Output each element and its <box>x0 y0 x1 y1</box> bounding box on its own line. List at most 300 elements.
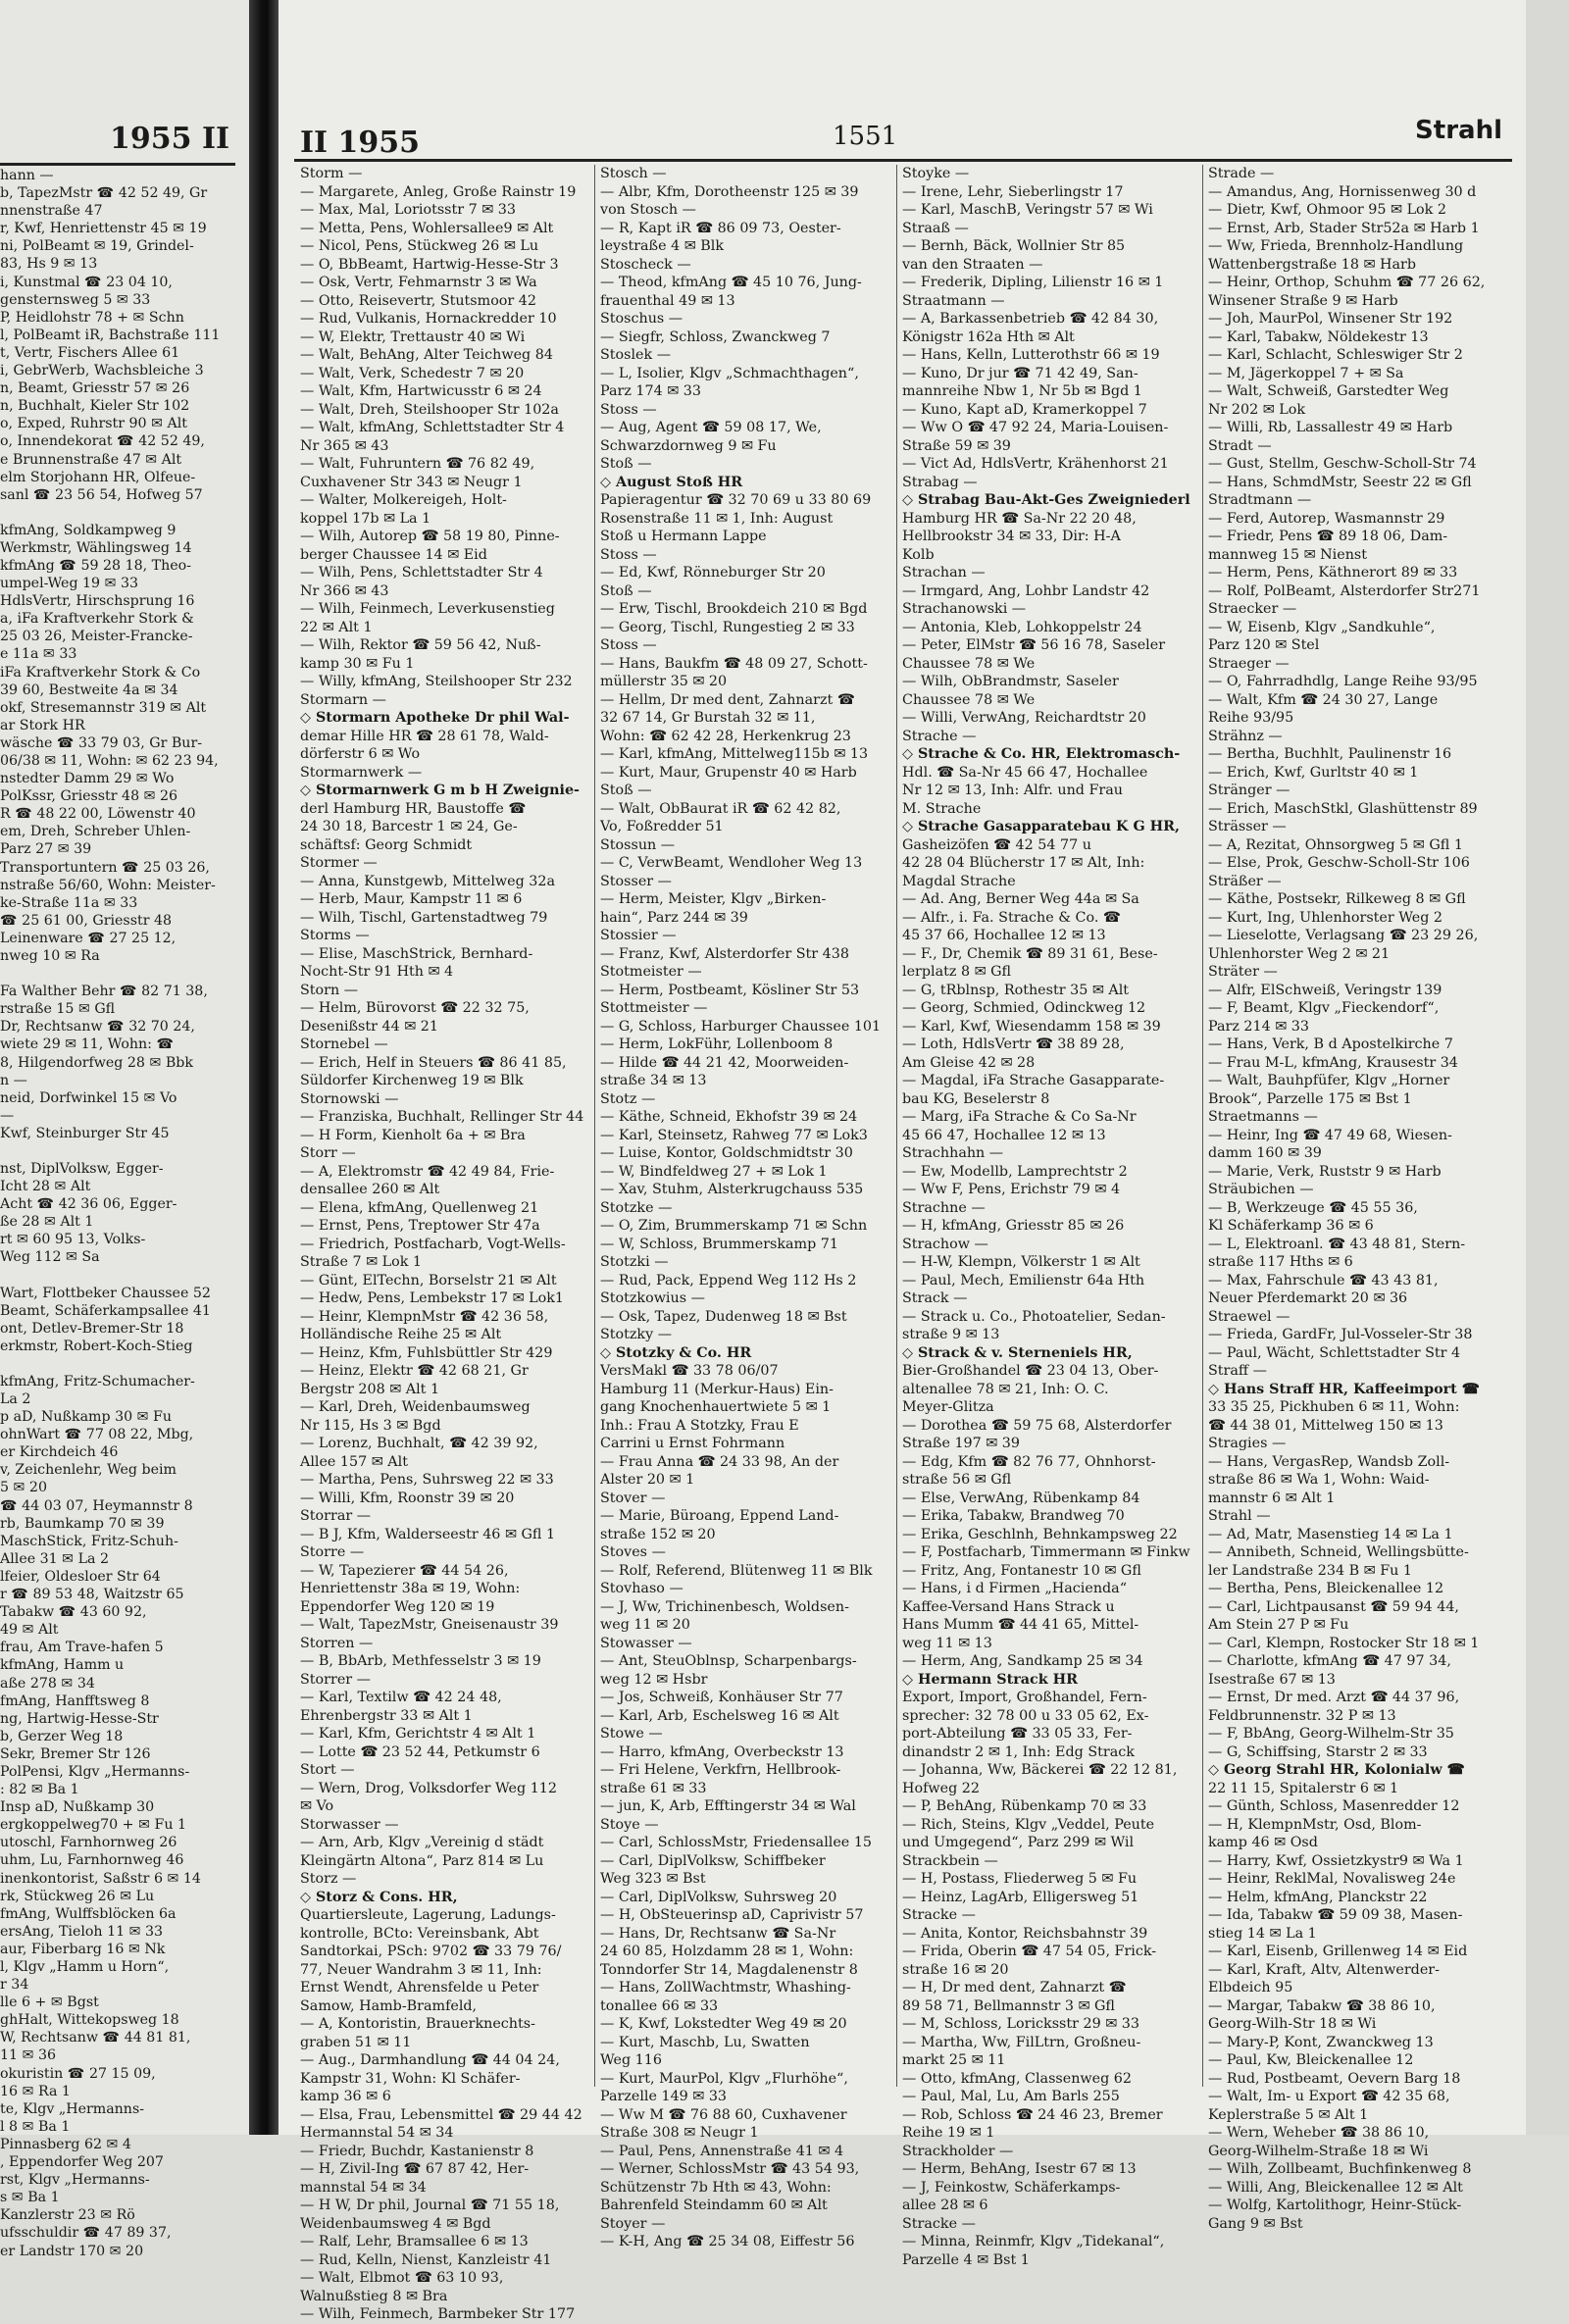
directory-entry: — Frieda, GardFr, Jul-Vosseler-Str 38 <box>1208 1327 1473 1342</box>
directory-entry: — Walt, Bauhpfüfer, Klgv „Horner <box>1208 1073 1450 1088</box>
surname-heading: Strähnz — <box>1208 728 1283 744</box>
directory-entry: — Herb, Maur, Kampstr 11 ✉ 6 <box>300 891 523 907</box>
surname-heading: Strachow — <box>902 1236 988 1252</box>
directory-line: 8, Hilgendorfweg 28 ✉ Bbk <box>0 1054 193 1071</box>
directory-entry: Hamburg 11 (Merkur-Haus) Ein- <box>600 1381 834 1397</box>
directory-entry: — Charlotte, kfmAng ☎ 47 97 34, <box>1208 1653 1451 1669</box>
directory-entry: — Walt, kfmAng, Schlettstadter Str 4 <box>300 420 565 435</box>
directory-line: Allee 31 ✉ La 2 <box>0 1550 109 1567</box>
directory-entry: — Wilh, Tischl, Gartenstadtweg 79 <box>300 909 548 926</box>
directory-line: Kwf, Steinburger Str 45 <box>0 1125 170 1141</box>
directory-entry: — G, tRblnsp, Rothestr 35 ✉ Alt <box>902 982 1130 998</box>
surname-heading: Strachne — <box>902 1199 986 1216</box>
directory-entry: — Erich, Helf in Steuers ☎ 86 41 85, <box>300 1054 567 1071</box>
directory-entry: Ernst Wendt, Ahrensfelde u Peter <box>300 1980 539 1996</box>
directory-entry: — Franziska, Buchhalt, Rellinger Str 44 <box>300 1109 584 1125</box>
directory-entry: Georg-Wilhelm-Straße 18 ✉ Wi <box>1208 2143 1429 2159</box>
directory-entry: mannstr 6 ✉ Alt 1 <box>1208 1490 1336 1506</box>
directory-line: ße 28 ✉ Alt 1 <box>0 1214 94 1231</box>
directory-entry: sprecher: 32 78 00 u 33 05 62, Ex- <box>902 1707 1149 1724</box>
directory-entry: straße 56 ✉ Gfl <box>902 1472 1012 1488</box>
directory-entry: — Johanna, Ww, Bäckerei ☎ 22 12 81, <box>902 1762 1178 1778</box>
directory-entry: — Harro, kfmAng, Overbeckstr 13 <box>600 1743 844 1760</box>
surname-heading: Stränger — <box>1208 783 1291 798</box>
directory-line: ersAng, Tieloh 11 ✉ 33 <box>0 1923 164 1940</box>
directory-entry: — Hans, VergasRep, Wandsb Zoll- <box>1208 1453 1450 1470</box>
directory-line <box>0 504 245 522</box>
directory-entry: — B, BbArb, Methfesselstr 3 ✉ 19 <box>300 1653 541 1669</box>
directory-entry: — A, Kontoristin, Brauerknechts- <box>300 2016 535 2032</box>
directory-entry: ☎ 44 38 01, Mittelweg 150 ✉ 13 <box>1208 1417 1443 1434</box>
directory-line: ergkoppelweg70 + ✉ Fu 1 <box>0 1817 186 1834</box>
surname-heading: Storrar — <box>300 1508 372 1524</box>
directory-entry: Eppendorfer Weg 120 ✉ 19 <box>300 1598 495 1615</box>
surname-heading: Storwasser — <box>300 1816 399 1833</box>
directory-entry: — Paul, Pens, Annenstraße 41 ✉ 4 <box>600 2143 844 2159</box>
directory-entry: — Strack u. Co., Photoatelier, Sedan- <box>902 1308 1166 1325</box>
directory-entry: — Karl, Kfm, Gerichtstr 4 ✉ Alt 1 <box>300 1726 536 1742</box>
directory-line: nstedter Damm 29 ✉ Wo <box>0 771 175 787</box>
directory-entry: Nocht-Str 91 Hth ✉ 4 <box>300 964 454 980</box>
directory-line: Icht 28 ✉ Alt <box>0 1179 91 1195</box>
directory-entry: — Theod, kfmAng ☎ 45 10 76, Jung- <box>600 275 862 290</box>
surname-heading: Stowe — <box>600 1726 663 1742</box>
directory-entry: — H, Zivil-Ing ☎ 67 87 42, Her- <box>300 2161 530 2177</box>
surname-heading: Strache — <box>902 728 977 744</box>
directory-line: r ☎ 89 53 48, Waitzstr 65 <box>0 1587 184 1603</box>
directory-line: wiete 29 ✉ 11, Wohn: ☎ <box>0 1036 175 1053</box>
surname-heading: Stoss — <box>600 637 657 653</box>
directory-entry: Gang 9 ✉ Bst <box>1208 2215 1303 2232</box>
directory-entry: — Xav, Stuhm, Alsterkrugchauss 535 <box>600 1182 864 1197</box>
directory-entry: — Walt, Kfm, Hartwicusstr 6 ✉ 24 <box>300 383 542 399</box>
directory-entry: müllerstr 35 ✉ 20 <box>600 674 728 689</box>
directory-entry: weg 11 ✉ 13 <box>902 1635 992 1651</box>
header-running-head: Strahl <box>1415 116 1502 145</box>
directory-entry: — J, Feinkostw, Schäferkamps- <box>902 2179 1121 2196</box>
directory-line: ghHalt, Wittekopsweg 18 <box>0 2012 179 2029</box>
directory-line: n, Buchhalt, Kieler Str 102 <box>0 398 190 415</box>
directory-entry: Kl Schäferkamp 36 ✉ 6 <box>1208 1218 1374 1234</box>
directory-entry: — Carl, SchlossMstr, Friedensallee 15 <box>600 1835 873 1850</box>
directory-line: e Brunnenstraße 47 ✉ Alt <box>0 451 182 468</box>
surname-heading: Stottmeister — <box>600 1000 708 1016</box>
directory-line: rb, Baumkamp 70 ✉ 39 <box>0 1515 165 1532</box>
directory-line: — <box>0 1107 15 1124</box>
surname-heading: Strabag — <box>902 474 978 490</box>
directory-entry: M. Strache <box>902 800 982 817</box>
surname-heading: Straewel — <box>1208 1308 1291 1325</box>
directory-line: Acht ☎ 42 36 06, Egger- <box>0 1196 177 1213</box>
surname-heading: Stormer — <box>300 855 378 871</box>
directory-entry: — Paul, Wächt, Schlettstadter Str 4 <box>1208 1344 1461 1361</box>
directory-line: aße 278 ✉ 34 <box>0 1675 95 1692</box>
directory-entry: — Kurt, Ing, Uhlenhorster Weg 2 <box>1208 909 1443 926</box>
surname-heading: Straaß — <box>902 220 969 236</box>
directory-line: o, Innendekorat ☎ 42 52 49, <box>0 433 205 450</box>
directory-column-3 <box>896 165 1196 2268</box>
surname-heading: Strachanowski — <box>902 601 1027 617</box>
directory-entry: — Wern, Weheber ☎ 38 86 10, <box>1208 2125 1430 2141</box>
directory-entry: — Günt, ElTechn, Borselstr 21 ✉ Alt <box>300 1272 557 1288</box>
directory-entry: — Bertha, Pens, Bleickenallee 12 <box>1208 1581 1444 1596</box>
directory-line: ohnWart ☎ 77 08 22, Mbg, <box>0 1427 194 1443</box>
directory-entry: — Wilh, Zollbeamt, Buchfinkenweg 8 <box>1208 2161 1472 2177</box>
directory-entry: Bahrenfeld Steindamm 60 ✉ Alt <box>600 2198 828 2213</box>
directory-entry: — Alfr, ElSchweiß, Veringstr 139 <box>1208 982 1442 998</box>
surname-heading: Stotzke — <box>600 1199 673 1216</box>
column-entries <box>600 165 881 2251</box>
directory-entry: — Willi, VerwAng, Reichardtstr 20 <box>902 710 1146 726</box>
directory-entry: — Rich, Steins, Klgv „Veddel, Peute <box>902 1816 1155 1833</box>
directory-line: em, Dreh, Schreber Uhlen- <box>0 824 191 840</box>
directory-entry: port-Abteilung ☎ 33 05 33, Fer- <box>902 1726 1133 1742</box>
firm-entry: ◇ Stotzky & Co. HR <box>600 1344 752 1361</box>
directory-entry: — Mary-P, Kont, Zwanckweg 13 <box>1208 2034 1434 2050</box>
directory-line: utoschl, Farnhornweg 26 <box>0 1835 177 1851</box>
directory-line: kfmAng, Soldkampweg 9 <box>0 522 177 538</box>
directory-line: aur, Fiberbarg 16 ✉ Nk <box>0 1941 166 1957</box>
surname-heading: Strackholder — <box>902 2143 1014 2159</box>
directory-entry: — Willy, kfmAng, Steilshooper Str 232 <box>300 674 573 689</box>
right-page <box>278 0 1569 2322</box>
surname-heading: Stoyke — <box>902 166 970 181</box>
directory-entry: Tonndorfer Str 14, Magdalenenstr 8 <box>600 1961 858 1978</box>
directory-entry: — G, Schiffsing, Starstr 2 ✉ 33 <box>1208 1743 1428 1760</box>
column-divider <box>1202 165 1203 2087</box>
surname-heading: Stoß — <box>600 456 652 472</box>
directory-entry: — Margar, Tabakw ☎ 38 86 10, <box>1208 1997 1436 2014</box>
directory-entry: — Karl, Eisenb, Grillenweg 14 ✉ Eid <box>1208 1944 1468 1959</box>
directory-entry: Walnußstieg 8 ✉ Bra <box>300 2288 448 2304</box>
directory-entry: — Elsa, Frau, Lebensmittel ☎ 29 44 42 <box>300 2106 582 2123</box>
surname-heading: Stotzki — <box>600 1254 669 1270</box>
directory-line: fmAng, Hanfftsweg 8 <box>0 1692 150 1709</box>
directory-entry: Weg 116 <box>600 2052 662 2068</box>
directory-entry: Parz 174 ✉ 33 <box>600 383 701 399</box>
directory-entry: Carrini u Ernst Fohrmann <box>600 1436 785 1451</box>
directory-line: gensternsweg 5 ✉ 33 <box>0 291 151 308</box>
directory-entry: — H Form, Kienholt 6a + ✉ Bra <box>300 1127 526 1143</box>
directory-entry: — Hans, ZollWachtmstr, Whashing- <box>600 1980 851 1996</box>
surname-heading: Stotmeister — <box>600 964 702 980</box>
directory-entry: — Ww, Frieda, Brennholz-Handlung <box>1208 238 1464 254</box>
directory-line: rt ✉ 60 95 13, Volks- <box>0 1232 146 1248</box>
directory-entry: — Wilh, ObBrandmstr, Saseler <box>902 674 1119 689</box>
directory-entry: — H-W, Klempn, Völkerstr 1 ✉ Alt <box>902 1254 1140 1270</box>
directory-line: 16 ✉ Ra 1 <box>0 2083 71 2099</box>
directory-line: kfmAng, Fritz-Schumacher- <box>0 1373 195 1389</box>
directory-line: ke-Straße 11a ✉ 33 <box>0 894 138 911</box>
surname-heading: Stradt — <box>1208 437 1272 454</box>
directory-line: erkmstr, Robert-Koch-Stieg <box>0 1338 193 1354</box>
directory-entry: — Otto, Reisevertr, Stutsmoor 42 <box>300 292 536 309</box>
directory-entry: Inh.: Frau A Stotzky, Frau E <box>600 1417 799 1434</box>
directory-entry: — Rud, Vulkanis, Hornackredder 10 <box>300 311 557 327</box>
directory-entry: — Martha, Ww, FilLtrn, Großneu- <box>902 2034 1141 2050</box>
directory-entry: Uhlenhorster Weg 2 ✉ 21 <box>1208 945 1391 962</box>
directory-entry: weg 12 ✉ Hsbr <box>600 1671 708 1688</box>
directory-entry: — Martha, Pens, Suhrsweg 22 ✉ 33 <box>300 1472 554 1488</box>
directory-line: rk, Stückweg 26 ✉ Lu <box>0 1888 155 1904</box>
directory-entry: straße 9 ✉ 13 <box>902 1327 1000 1342</box>
directory-entry: — Erika, Tabakw, Brandweg 70 <box>902 1508 1125 1524</box>
directory-entry: Papieragentur ☎ 32 70 69 u 33 80 69 <box>600 492 872 508</box>
directory-entry: Kolb <box>902 546 935 563</box>
directory-entry: straße 86 ✉ Wa 1, Wohn: Waid- <box>1208 1472 1430 1488</box>
firm-entry: ◇ Strabag Bau-Akt-Ges Zweigniederl <box>902 492 1190 508</box>
directory-columns <box>278 165 1553 2322</box>
surname-heading: Storrer — <box>300 1671 371 1688</box>
firm-entry: ◇ Hermann Strack HR <box>902 1671 1078 1688</box>
directory-entry: — Walt, Elbmot ☎ 63 10 93, <box>300 2270 504 2286</box>
directory-entry: Nr 115, Hs 3 ✉ Bgd <box>300 1417 441 1434</box>
directory-line: R ☎ 48 22 00, Löwenstr 40 <box>0 806 196 823</box>
directory-line: p aD, Nußkamp 30 ✉ Fu <box>0 1409 173 1426</box>
directory-entry: Nr 365 ✉ 43 <box>300 437 389 454</box>
directory-entry: — Käthe, Postsekr, Rilkeweg 8 ✉ Gfl <box>1208 891 1466 907</box>
directory-entry: Cuxhavener Str 343 ✉ Neugr 1 <box>300 474 523 490</box>
directory-entry: — Alfr., i. Fa. Strache & Co. ☎ <box>902 909 1121 926</box>
directory-entry: — F, Beamt, Klgv „Fieckendorf“, <box>1208 1000 1440 1016</box>
directory-entry: — Frau Anna ☎ 24 33 98, An der <box>600 1453 839 1470</box>
directory-line: kfmAng ☎ 59 28 18, Theo- <box>0 557 191 574</box>
column-entries <box>1208 165 1485 2233</box>
book-gutter <box>249 0 278 2135</box>
surname-heading: Straetmanns — <box>1208 1109 1318 1125</box>
directory-entry: Kleingärtn Altona“, Parz 814 ✉ Lu <box>300 1852 544 1869</box>
directory-entry: — Ad. Ang, Berner Weg 44a ✉ Sa <box>902 891 1139 907</box>
directory-line: te, Klgv „Hermanns- <box>0 2100 145 2117</box>
directory-entry: — Friedrich, Postfacharb, Vogt-Wells- <box>300 1236 566 1252</box>
directory-line: Insp aD, Nußkamp 30 <box>0 1799 155 1816</box>
directory-entry: — H, Dr med dent, Zahnarzt ☎ <box>902 1980 1127 1996</box>
directory-line: rst, Klgv „Hermanns- <box>0 2172 150 2189</box>
directory-entry: Alster 20 ✉ 1 <box>600 1472 695 1488</box>
directory-line: kfmAng, Hamm u <box>0 1657 125 1674</box>
directory-entry: demar Hille HR ☎ 28 61 78, Wald- <box>300 728 549 744</box>
surname-heading: Stowasser — <box>600 1635 692 1651</box>
directory-line: P, Heidlohstr 78 + ✉ Schn <box>0 309 184 326</box>
directory-entry: Rosenstraße 11 ✉ 1, Inh: August <box>600 510 834 527</box>
directory-entry: Schwarzdornweg 9 ✉ Fu <box>600 437 777 454</box>
directory-entry: Samow, Hamb-Bramfeld, <box>300 1997 478 2014</box>
directory-entry: 33 35 25, Pickhuben 6 ✉ 11, Wohn: <box>1208 1399 1460 1415</box>
directory-line: s ✉ Ba 1 <box>0 2190 60 2206</box>
surname-heading: Stoß — <box>600 582 652 599</box>
surname-heading: Stosser — <box>600 873 672 889</box>
directory-entry: — Willi, Ang, Bleickenallee 12 ✉ Alt <box>1208 2179 1463 2196</box>
directory-entry: — Kurt, MaurPol, Klgv „Flurhöhe“, <box>600 2070 848 2087</box>
surname-heading: Strack — <box>902 1290 968 1306</box>
directory-entry: straße 34 ✉ 13 <box>600 1073 707 1088</box>
directory-entry: — Lieselotte, Verlagsang ☎ 23 29 26, <box>1208 928 1479 943</box>
directory-entry: gang Knochenhauertwiete 5 ✉ 1 <box>600 1399 832 1415</box>
directory-line: b, TapezMstr ☎ 42 52 49, Gr <box>0 185 208 202</box>
surname-heading: Straatmann — <box>902 292 1005 309</box>
directory-line: n — <box>0 1072 27 1088</box>
directory-entry: — Karl, Textilw ☎ 42 24 48, <box>300 1690 502 1705</box>
surname-heading: Strachhahn — <box>902 1145 1004 1161</box>
surname-heading: Storr — <box>300 1145 356 1161</box>
directory-entry: Parz 120 ✉ Stel <box>1208 637 1320 653</box>
directory-entry: — Lotte ☎ 23 52 44, Petkumstr 6 <box>300 1743 540 1760</box>
directory-entry: Hofweg 22 <box>902 1780 980 1796</box>
directory-line: inenkontorist, Saßstr 6 ✉ 14 <box>0 1870 201 1887</box>
directory-entry: straße 152 ✉ 20 <box>600 1526 716 1542</box>
directory-entry: Kampstr 31, Wohn: Kl Schäfer- <box>300 2070 521 2087</box>
directory-entry: — Kuno, Kapt aD, Kramerkoppel 7 <box>902 401 1147 418</box>
directory-entry: — W, Schloss, Brummerskamp 71 <box>600 1236 839 1252</box>
directory-entry: — Ernst, Dr med. Arzt ☎ 44 37 96, <box>1208 1690 1460 1705</box>
surname-heading: Stornowski — <box>300 1090 399 1107</box>
directory-entry: stieg 14 ✉ La 1 <box>1208 1925 1317 1942</box>
surname-heading: Strässer — <box>1208 819 1287 834</box>
directory-entry: 24 60 85, Holzdamm 28 ✉ 1, Wohn: <box>600 1944 854 1959</box>
directory-entry: Hdl. ☎ Sa-Nr 45 66 47, Hochallee <box>902 764 1148 781</box>
directory-entry: — Heinz, LagArb, Elligersweg 51 <box>902 1889 1139 1905</box>
directory-entry: — Dorothea ☎ 59 75 68, Alsterdorfer <box>902 1417 1172 1434</box>
directory-entry: Wattenbergstraße 18 ✉ Harb <box>1208 256 1416 273</box>
surname-heading: Stormarnwerk — <box>300 764 423 781</box>
directory-entry: — Irene, Lehr, Sieberlingstr 17 <box>902 183 1124 200</box>
surname-heading: Stoscheck — <box>600 256 691 273</box>
directory-entry: — Hans, Kelln, Lutterothstr 66 ✉ 19 <box>902 347 1160 363</box>
directory-entry: Bier-Großhandel ☎ 23 04 13, Ober- <box>902 1363 1159 1379</box>
directory-entry: — Else, Prok, Geschw-Scholl-Str 106 <box>1208 855 1470 871</box>
surname-heading: Stoss — <box>600 546 657 563</box>
directory-line: hann — <box>0 168 54 183</box>
directory-entry: Meyer-Glitza <box>902 1399 994 1415</box>
surname-heading: Strade — <box>1208 166 1275 181</box>
page-header <box>278 108 1526 165</box>
directory-entry: — W, Eisenb, Klgv „Sandkuhle“, <box>1208 619 1436 635</box>
directory-entry: — L, Elektroanl. ☎ 43 48 81, Stern- <box>1208 1236 1466 1252</box>
directory-entry: — Walt, Im- u Export ☎ 42 35 68, <box>1208 2089 1450 2104</box>
directory-entry: Kaffee-Versand Hans Strack u <box>902 1598 1115 1615</box>
directory-entry: — Marie, Büroang, Eppend Land- <box>600 1508 839 1524</box>
surname-heading: Stracke — <box>902 2215 976 2232</box>
directory-entry: Magdal Strache <box>902 873 1016 889</box>
directory-entry: Am Stein 27 P ✉ Fu <box>1208 1617 1349 1633</box>
directory-line: i, GebrWerb, Wachsbleiche 3 <box>0 363 204 379</box>
surname-heading: Storm — <box>300 166 363 181</box>
directory-entry: 24 30 18, Barcestr 1 ✉ 24, Ge- <box>300 819 518 834</box>
directory-line: uhm, Lu, Farnhornweg 46 <box>0 1852 184 1869</box>
directory-line: b, Gerzer Weg 18 <box>0 1728 124 1744</box>
directory-line: HdlsVertr, Hirschsprung 16 <box>0 593 195 610</box>
directory-entry: dinandstr 2 ✉ 1, Inh: Edg Strack <box>902 1743 1135 1760</box>
directory-entry: — Kuno, Dr jur ☎ 71 42 49, San- <box>902 365 1139 381</box>
surname-heading: Straecker — <box>1208 601 1297 617</box>
directory-entry: — Rob, Schloss ☎ 24 46 23, Bremer <box>902 2106 1163 2123</box>
firm-entry: ◇ Strack & v. Sterneniels HR, <box>902 1344 1133 1361</box>
surname-heading: Stort — <box>300 1762 355 1778</box>
directory-entry: — Gust, Stellm, Geschw-Scholl-Str 74 <box>1208 456 1477 472</box>
directory-entry: — Herm, BehAng, Isestr 67 ✉ 13 <box>902 2161 1137 2177</box>
directory-entry: Chaussee 78 ✉ We <box>902 655 1036 672</box>
directory-entry: — W, Tapezierer ☎ 44 54 26, <box>300 1562 509 1579</box>
directory-entry: frauenthal 49 ✉ 13 <box>600 292 735 309</box>
directory-entry: — Paul, Mech, Emilienstr 64a Hth <box>902 1272 1145 1288</box>
directory-entry: — Ralf, Lehr, Bramsallee 6 ✉ 13 <box>300 2234 529 2249</box>
directory-entry: — Georg, Schmied, Odinckweg 12 <box>902 1000 1146 1016</box>
directory-entry: — Herm, Meister, Klgv „Birken- <box>600 891 827 907</box>
directory-entry: Export, Import, Großhandel, Fern- <box>902 1690 1147 1705</box>
directory-entry: — Herm, LokFühr, Lollenboom 8 <box>600 1036 834 1052</box>
directory-line <box>0 1142 245 1160</box>
directory-entry: — Karl, MaschB, Veringstr 57 ✉ Wi <box>902 202 1153 218</box>
directory-entry: — Rud, Pack, Eppend Weg 112 Hs 2 <box>600 1272 857 1288</box>
directory-line: l 8 ✉ Ba 1 <box>0 2118 71 2135</box>
directory-entry: — Karl, Tabakw, Nöldekestr 13 <box>1208 328 1429 345</box>
surname-heading: Storms — <box>300 928 370 943</box>
directory-entry: — Lorenz, Buchhalt, ☎ 42 39 92, <box>300 1436 538 1451</box>
directory-entry: Stoß u Hermann Lappe <box>600 529 767 544</box>
directory-entry: kamp 46 ✉ Osd <box>1208 1835 1318 1850</box>
directory-entry: — H, kfmAng, Griesstr 85 ✉ 26 <box>902 1218 1125 1234</box>
column-divider <box>594 165 595 2087</box>
directory-entry: — Wern, Drog, Volksdorfer Weg 112 <box>300 1780 557 1796</box>
directory-entry: berger Chaussee 14 ✉ Eid <box>300 546 487 563</box>
directory-line: l, PolBeamt iR, Bachstraße 111 <box>0 327 221 343</box>
directory-entry: koppel 17b ✉ La 1 <box>300 510 431 527</box>
directory-entry: weg 11 ✉ 20 <box>600 1617 690 1633</box>
directory-entry: — Georg, Tischl, Rungestieg 2 ✉ 33 <box>600 619 855 635</box>
surname-heading: Storren — <box>300 1635 374 1651</box>
directory-entry: — Erich, MaschStkl, Glashüttenstr 89 <box>1208 800 1478 817</box>
directory-line: er Kirchdeich 46 <box>0 1444 119 1461</box>
directory-line: nst, DiplVolksw, Egger- <box>0 1160 164 1177</box>
directory-entry: — L, Isolier, Klgv „Schmachthagen“, <box>600 365 859 381</box>
directory-entry: Neuer Pferdemarkt 20 ✉ 36 <box>1208 1290 1408 1306</box>
directory-entry: — Heinz, Elektr ☎ 42 68 21, Gr <box>300 1363 529 1379</box>
directory-line: elm Storjohann HR, Olfeue- <box>0 469 196 485</box>
directory-entry: — Hans, SchmdMstr, Seestr 22 ✉ Gfl <box>1208 474 1472 490</box>
directory-line: rstraße 15 ✉ Gfl <box>0 1001 116 1018</box>
directory-entry: Henriettenstr 38a ✉ 19, Wohn: <box>300 1581 521 1596</box>
directory-entry: — Wolfg, Kartolithogr, Heinr-Stück- <box>1208 2198 1462 2213</box>
directory-entry: dörferstr 6 ✉ Wo <box>300 746 421 762</box>
directory-entry: Holländische Reihe 25 ✉ Alt <box>300 1327 502 1342</box>
directory-line: n, Beamt, Griesstr 57 ✉ 26 <box>0 380 190 397</box>
directory-entry: — O, BbBeamt, Hartwig-Hesse-Str 3 <box>300 256 559 273</box>
directory-entry: — Wilh, Feinmech, Leverkusenstieg <box>300 601 555 617</box>
directory-entry: Brook“, Parzelle 175 ✉ Bst 1 <box>1208 1090 1412 1107</box>
directory-entry: — Ernst, Arb, Stader Str52a ✉ Harb 1 <box>1208 220 1480 236</box>
directory-entry: — Elena, kfmAng, Quellenweg 21 <box>300 1199 539 1216</box>
directory-entry: — Carl, DiplVolksw, Schiffbeker <box>600 1852 826 1869</box>
directory-line: nstraße 56/60, Wohn: Meister- <box>0 877 216 893</box>
directory-entry: 77, Neuer Wandrahm 3 ✉ 11, Inh: <box>300 1961 542 1978</box>
firm-entry: ◇ Storz & Cons. HR, <box>300 1889 458 1905</box>
directory-entry: — Loth, HdlsVertr ☎ 38 89 28, <box>902 1036 1125 1052</box>
directory-entry: Straße 59 ✉ 39 <box>902 437 1011 454</box>
directory-entry: — Frederik, Dipling, Lilienstr 16 ✉ 1 <box>902 275 1164 290</box>
directory-entry: — A, Elektromstr ☎ 42 49 84, Frie- <box>300 1163 555 1180</box>
directory-entry: Parzelle 4 ✉ Bst 1 <box>902 2251 1030 2268</box>
directory-entry: — Dietr, Kwf, Ohmoor 95 ✉ Lok 2 <box>1208 202 1446 218</box>
directory-entry: — Aug., Darmhandlung ☎ 44 04 24, <box>300 2052 560 2068</box>
directory-entry: — Walter, Molkereigeh, Holt- <box>300 492 507 508</box>
directory-entry: — Ida, Tabakw ☎ 59 09 38, Masen- <box>1208 1907 1463 1923</box>
directory-entry: — Peter, ElMstr ☎ 56 16 78, Saseler <box>902 637 1166 653</box>
directory-line: 25 03 26, Meister-Francke- <box>0 629 193 645</box>
directory-line: ☎ 44 03 07, Heymannstr 8 <box>0 1497 193 1514</box>
directory-line: Pinnasberg 62 ✉ 4 <box>0 2136 131 2152</box>
directory-line: Fa Walther Behr ☎ 82 71 38, <box>0 984 208 1000</box>
directory-entry: — Ed, Kwf, Rönneburger Str 20 <box>600 565 826 581</box>
